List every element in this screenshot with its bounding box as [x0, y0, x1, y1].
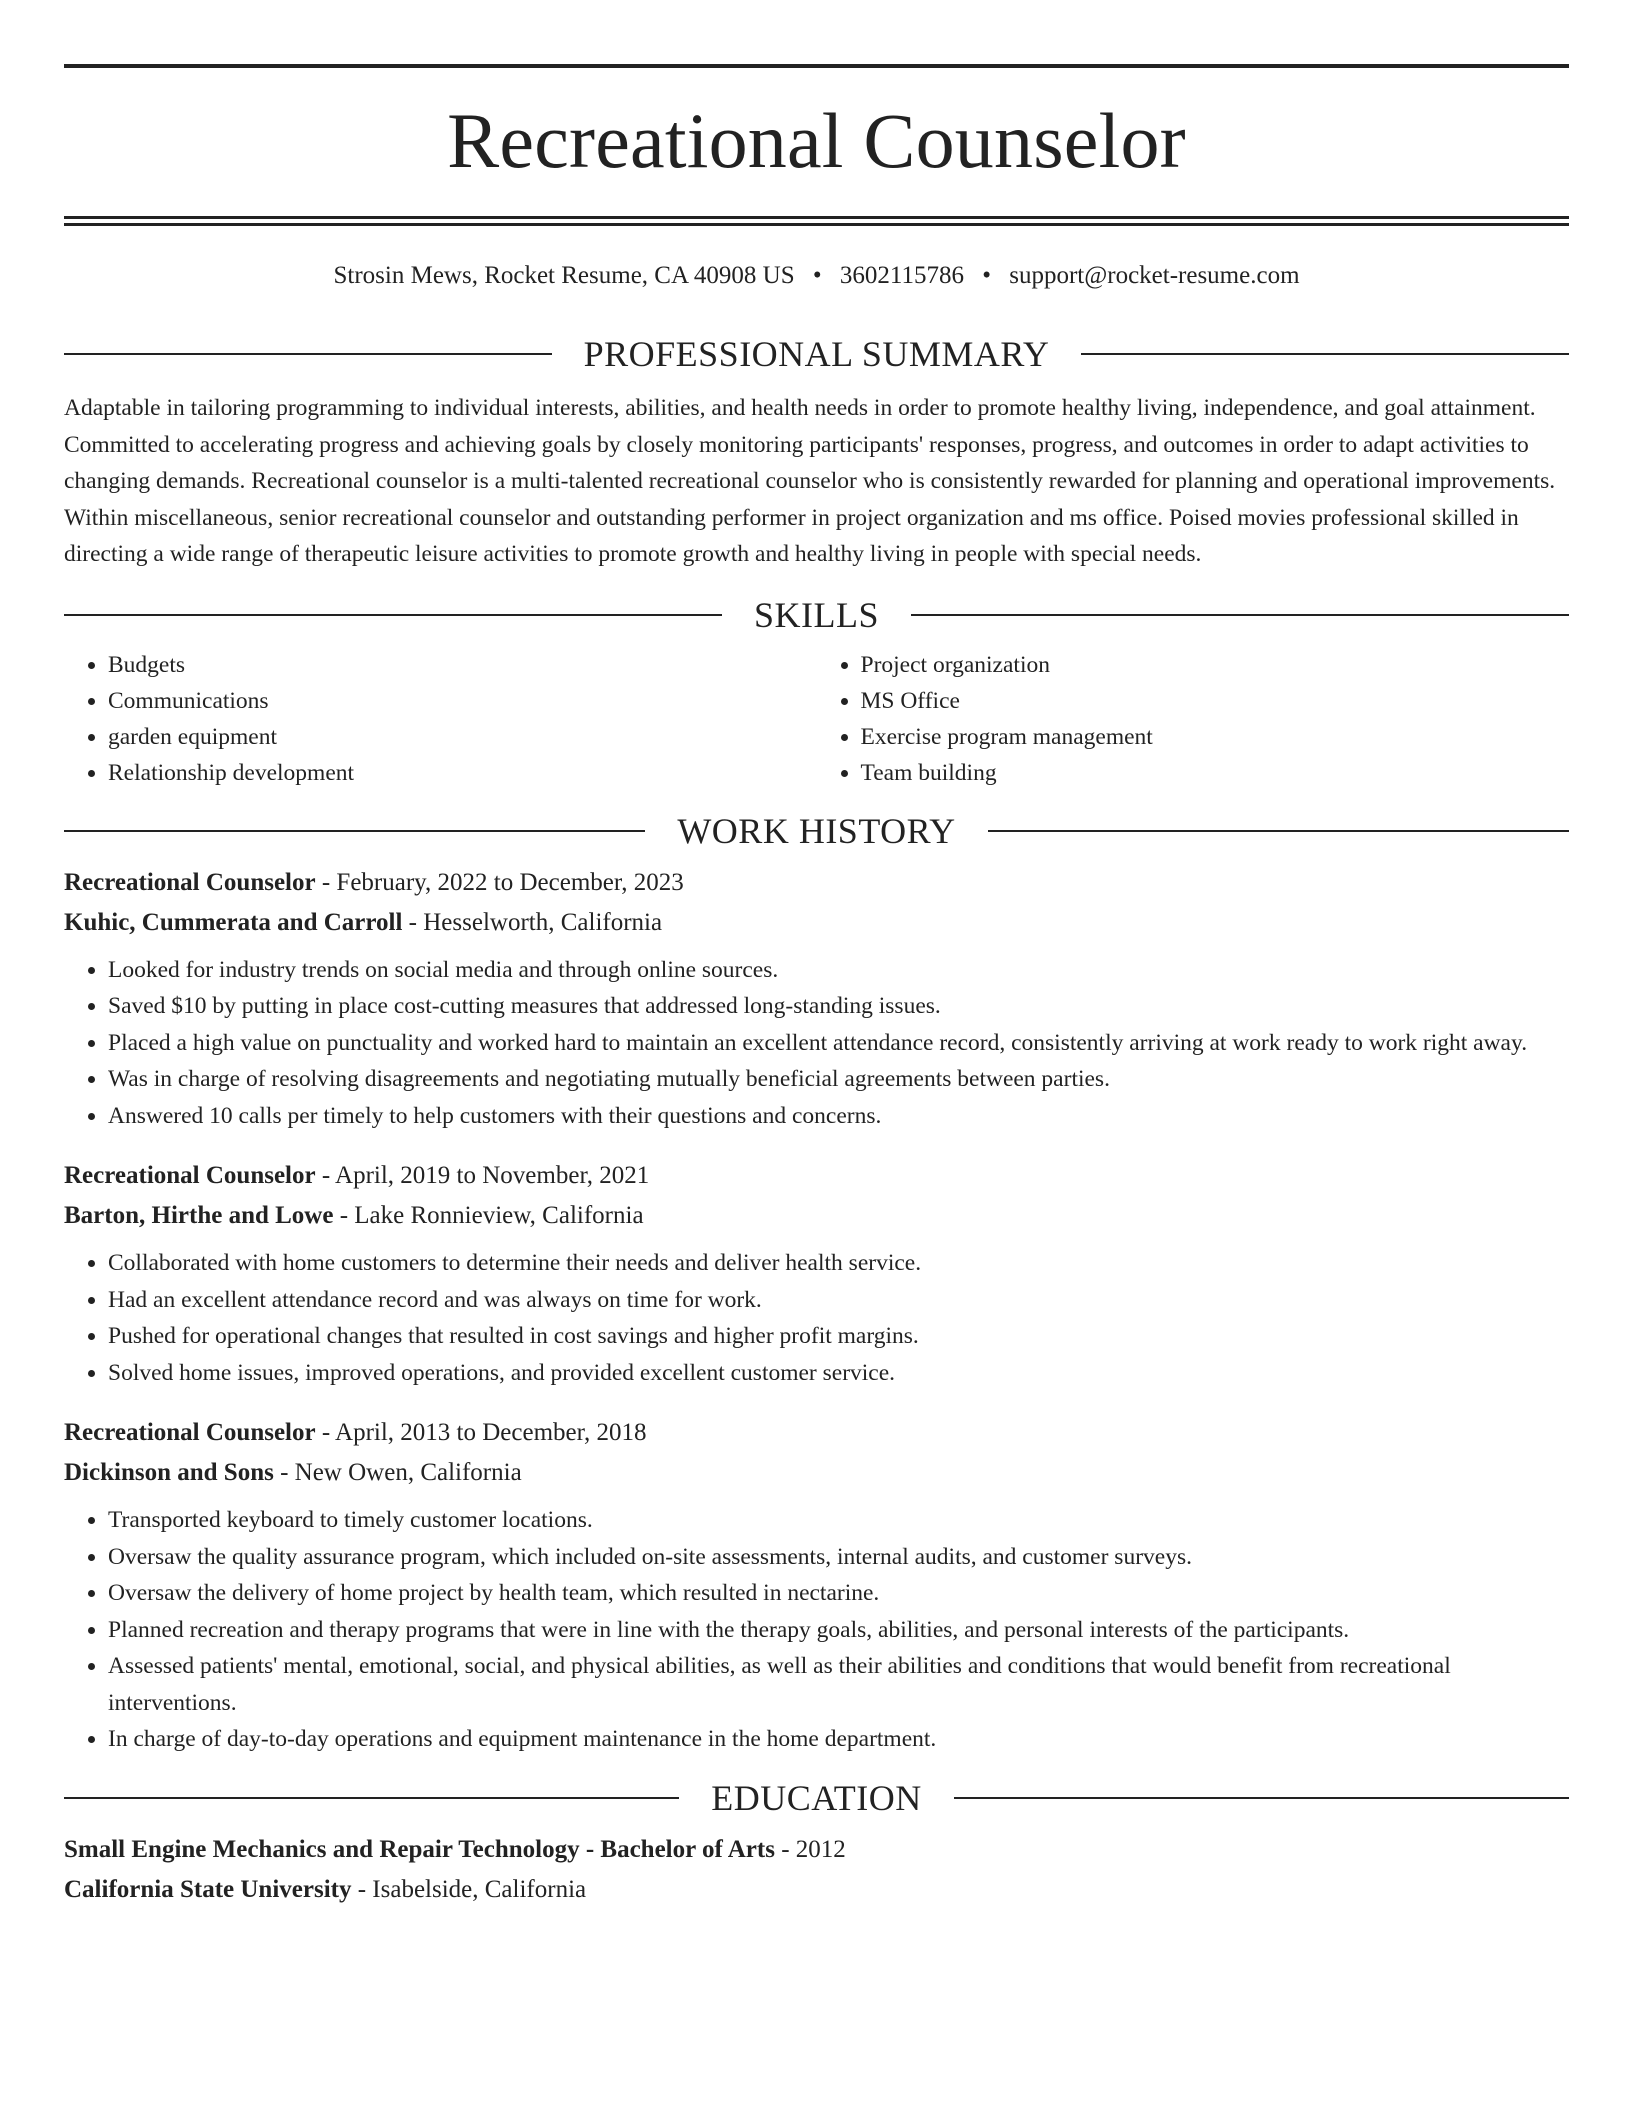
job-bullet: • Answered 10 calls per timely to help customers with their questions and concerns.	[108, 1098, 1569, 1135]
heading-rule-left	[64, 1797, 679, 1799]
job-bullet: • Pushed for operational changes that resulted in cost savings and higher profit margins.	[108, 1318, 1569, 1355]
double-rule	[64, 216, 1569, 226]
candidate-name: Recreational Counselor	[447, 97, 1186, 184]
contact-separator: •	[812, 262, 822, 289]
education-heading	[64, 1776, 1569, 1820]
skill-item: • MS Office	[861, 683, 1570, 719]
contact-email: support@rocket-resume.com	[1009, 262, 1300, 289]
education-location: - Isabelside, California	[351, 1875, 587, 1903]
skill-item: • Team building	[861, 755, 1570, 791]
job-entry	[64, 1156, 1569, 1391]
contact-address: Strosin Mews, Rocket Resume, CA 40908 US	[333, 262, 795, 289]
job-title-line	[64, 863, 1569, 903]
work-heading	[64, 809, 1569, 853]
summary-heading	[64, 332, 1569, 376]
job-location: - New Owen, California	[273, 1459, 522, 1486]
education-school: California State University	[64, 1875, 352, 1903]
job-bullet: • Oversaw the delivery of home project by health team, which resulted in nectarine.	[108, 1575, 1569, 1612]
education-title: EDUCATION	[711, 1777, 922, 1818]
heading-rule-left	[64, 614, 722, 616]
job-bullet: • Assessed patients' mental, emotional, social, and physical abilities, as well as their abilities and conditions that would benefit from recreational interventions.	[108, 1648, 1569, 1721]
job-position: Recreational Counselor	[64, 1419, 316, 1446]
job-bullet: • Was in charge of resolving disagreements and negotiating mutually beneficial agreements between parties.	[108, 1061, 1569, 1098]
job-bullet: • Saved $10 by putting in place cost-cutting measures that addressed long-standing issues.	[108, 988, 1569, 1025]
job-bullets	[64, 952, 1569, 1135]
heading-rule-left	[64, 830, 645, 832]
job-bullet: • In charge of day-to-day operations and equipment maintenance in the home department.	[108, 1721, 1569, 1758]
heading-rule-right	[988, 830, 1569, 832]
job-position: Recreational Counselor	[64, 1162, 316, 1189]
job-bullet: • Had an excellent attendance record and was always on time for work.	[108, 1282, 1569, 1319]
education-school-line	[64, 1870, 1569, 1910]
job-title-line	[64, 1413, 1569, 1453]
job-location: - Hesselworth, California	[402, 908, 663, 936]
skill-item: • Exercise program management	[861, 719, 1570, 755]
heading-rule-left	[64, 353, 552, 355]
job-company-line	[64, 1196, 1569, 1236]
heading-rule-right	[1081, 353, 1569, 355]
job-bullet: • Solved home issues, improved operations, and provided excellent customer service.	[108, 1355, 1569, 1392]
job-bullet: • Placed a high value on punctuality and worked hard to maintain an excellent attendance record, consistently arriving at work ready to work right away.	[108, 1025, 1569, 1062]
job-bullet: • Oversaw the quality assurance program, which included on-site assessments, internal audits, and customer surveys.	[108, 1539, 1569, 1576]
skill-item: • Project organization	[861, 647, 1570, 683]
skills-title: SKILLS	[754, 594, 880, 635]
job-dates: - April, 2019 to November, 2021	[315, 1162, 650, 1189]
job-bullet: • Planned recreation and therapy programs that were in line with the therapy goals, abilities, and personal interests of the participants.	[108, 1612, 1569, 1649]
summary-title: PROFESSIONAL SUMMARY	[583, 334, 1050, 374]
skills-list	[64, 647, 1569, 791]
contact-line	[64, 260, 1569, 292]
summary-text: Adaptable in tailoring programming to individual interests, abilities, and health needs in order to promote healthy living, independence, and goal attainment. Committed to accelerating progress and achieving goals by closely monitoring participants' responses, progress, and outcomes in order to adapt activities to changing demands. Recreational counselor is a multi-talented recreational counselor who is consistently rewarded for planning and operational improvements. Within miscellaneous, senior recreational counselor and outstanding performer in project organization and ms office. Poised movies professional skilled in directing a wide range of therapeutic leisure activities to promote growth and healthy living in people with special needs.	[64, 395, 1556, 567]
heading-rule-right	[954, 1797, 1569, 1799]
job-bullets	[64, 1245, 1569, 1391]
skills-column-right	[817, 647, 1570, 791]
job-entry	[64, 1413, 1569, 1758]
education-degree: Small Engine Mechanics and Repair Technology - Bachelor of Arts	[64, 1835, 775, 1863]
job-company: Barton, Hirthe and Lowe	[64, 1202, 334, 1229]
job-bullet: • Looked for industry trends on social media and through online sources.	[108, 952, 1569, 989]
contact-phone: 3602115786	[839, 262, 964, 289]
skill-item: • Communications	[108, 683, 817, 719]
job-company-line	[64, 1453, 1569, 1493]
education-year: - 2012	[774, 1835, 846, 1863]
job-title-line	[64, 1156, 1569, 1196]
contact-separator: •	[982, 262, 991, 289]
job-company: Kuhic, Cummerata and Carroll	[64, 908, 403, 936]
job-dates: - April, 2013 to December, 2018	[315, 1419, 647, 1446]
job-company: Dickinson and Sons	[64, 1459, 274, 1486]
skill-item: • garden equipment	[108, 719, 817, 755]
skill-item: • Relationship development	[108, 755, 817, 791]
job-bullet: • Transported keyboard to timely customer locations.	[108, 1502, 1569, 1539]
job-company-line	[64, 903, 1569, 943]
job-bullet: • Collaborated with home customers to determine their needs and deliver health service.	[108, 1245, 1569, 1282]
education-degree-line	[64, 1830, 1569, 1870]
job-location: - Lake Ronnieview, California	[333, 1202, 644, 1229]
job-bullets	[64, 1502, 1569, 1758]
skills-column-left	[64, 647, 817, 791]
job-dates: - February, 2022 to December, 2023	[315, 868, 684, 896]
job-position: Recreational Counselor	[64, 868, 316, 896]
skill-item: • Budgets	[108, 647, 817, 683]
work-title: WORK HISTORY	[677, 810, 956, 851]
top-rule	[64, 64, 1569, 68]
skills-heading	[64, 593, 1569, 637]
job-entry	[64, 863, 1569, 1135]
heading-rule-right	[911, 614, 1569, 616]
